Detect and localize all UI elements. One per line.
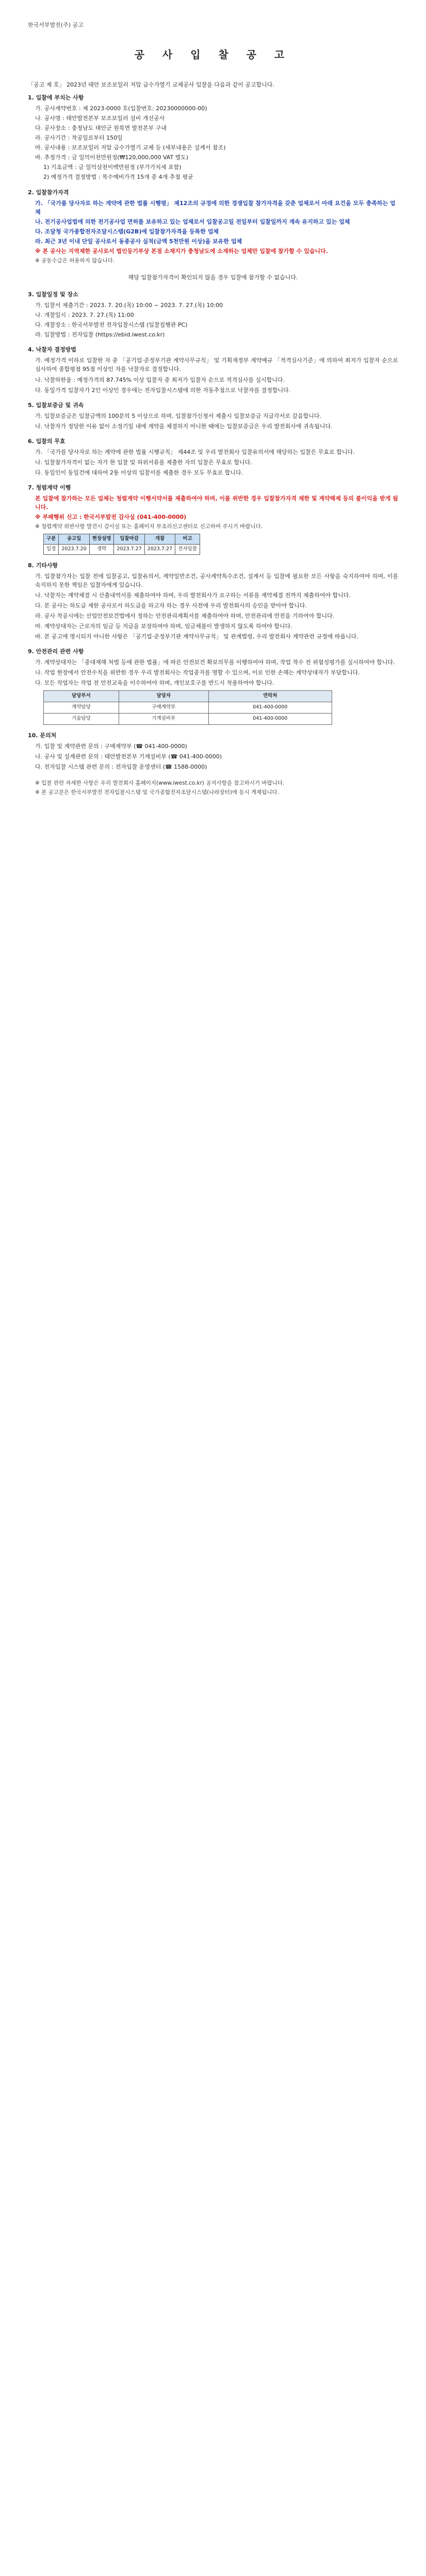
paragraph: 가. 입찰참가자는 입찰 전에 입찰공고, 입찰유의서, 계약일반조건, 공사계약특수조건, 설계서 등 입찰에 필요한 모든 사항을 숙지하여야 하며, 이를 숙지하지 못한 책임은 입찰자에게 있습니다. — [35, 572, 398, 588]
table-header: 입찰마감 — [114, 534, 144, 545]
paragraph: 다. 동일인이 동일건에 대하여 2통 이상의 입찰서를 제출한 경우 모두 무효로 합니다. — [35, 469, 243, 476]
table-cell: 2023.7.27 — [144, 545, 175, 555]
list-item: 바. 추정가격 : 금 일억이천만원정(₩120,000,000 VAT 별도) — [35, 154, 189, 161]
paragraph: 나. 낙찰자는 계약체결 시 산출내역서를 제출하여야 하며, 우리 발전회사가 요구하는 서류를 계약체결 전까지 제출하여야 합니다. — [35, 591, 351, 599]
section-6-heading: 6. 입찰의 무효 — [28, 437, 65, 445]
paragraph: 나. 낙찰자가 정당한 이유 없이 소정기일 내에 계약을 체결하지 아니한 때에는 입찰보증금은 우리 발전회사에 귀속됩니다. — [35, 422, 333, 430]
table-cell: 계약담당 — [44, 702, 119, 714]
paragraph: 다. 모든 작업자는 작업 전 안전교육을 이수하여야 하며, 개인보호구를 반드시 착용하여야 합니다. — [35, 680, 274, 687]
table-header: 개찰 — [144, 534, 175, 545]
paragraph: 마. 계약상대자는 근로자의 임금 등 지급을 보장하여야 하며, 임금체불이 발생하지 않도록 하여야 합니다. — [35, 623, 292, 630]
contact-note: ※ 입찰 관련 자세한 사항은 우리 발전회사 홈페이지(www.iwest.co.kr) 공지사항을 참고하시기 바랍니다. — [35, 779, 285, 786]
section-10 — [28, 731, 398, 797]
region-restriction-note: ※ 본 공사는 지역제한 공사로서 법인등기부상 본점 소재지가 충청남도에 소재하는 업체만 입찰에 참가할 수 있습니다. — [35, 247, 328, 255]
section-8 — [28, 561, 398, 641]
integrity-line: 본 입찰에 참가하는 모든 업체는 청렴계약 이행서약서를 제출하여야 하며, 이를 위반한 경우 입찰참가자격 제한 및 계약해제 등의 불이익을 받게 됩니다. — [35, 495, 398, 511]
table-header: 비고 — [175, 534, 200, 545]
table-header: 연락처 — [208, 691, 332, 702]
table-header: 구분 — [44, 534, 59, 545]
paragraph: 나. 낙찰하한율 : 예정가격의 87.745% 이상 입찰자 중 최저가 입찰자 순으로 적격심사를 실시합니다. — [35, 376, 285, 383]
section-2 — [28, 188, 398, 265]
section-8-heading: 8. 기타사항 — [28, 562, 58, 569]
table-cell: 구매계약부 — [119, 702, 208, 714]
table-header: 공고일 — [59, 534, 89, 545]
section-4 — [28, 345, 398, 394]
paragraph: 다. 본 공사는 하도급 제한 공사로서 하도급을 하고자 하는 경우 사전에 우리 발전회사의 승인을 받아야 합니다. — [35, 602, 307, 609]
center-note: 해당 입찰참가자격이 확인되지 않을 경우 입찰에 참가할 수 없습니다. — [128, 274, 298, 281]
list-item: 다. 공사장소 : 충청남도 태안군 원북면 발전본부 구내 — [35, 125, 167, 132]
table-cell: 041-400-0000 — [208, 713, 332, 724]
table-header-row — [44, 534, 200, 545]
table-cell: 2023.7.20 — [59, 545, 89, 555]
list-item: 마. 공사내용 : 보조보일러 저압 급수가열기 교체 등 (세부내용은 설계서 참조) — [35, 144, 226, 151]
table-cell: 생략 — [89, 545, 114, 555]
qualification-line: 나. 전기공사업법에 의한 전기공사업 면허를 보유하고 있는 업체로서 입찰공고일 전일부터 입찰일까지 계속 유지하고 있는 업체 — [35, 218, 350, 225]
paragraph: 나. 입찰참가자격이 없는 자가 한 입찰 및 허위서류를 제출한 자의 입찰은 무효로 합니다. — [35, 459, 252, 466]
integrity-note: ※ 청렴계약 위반사항 발견시 감사실 또는 홈페이지 부조리신고센터로 신고하여 주시기 바랍니다. — [35, 523, 263, 530]
schedule-item: 가. 입찰서 제출기간 : 2023. 7. 20.(목) 10:00 ~ 2023. 7. 27.(목) 10:00 — [35, 302, 223, 309]
table-cell: 일정 — [44, 545, 59, 555]
paragraph: 가. 「국가를 당사자로 하는 계약에 관한 법률 시행규칙」 제44조 및 우리 발전회사 입찰유의서에 해당하는 입찰은 무효로 합니다. — [35, 448, 355, 455]
qualification-line: 다. 조달청 국가종합전자조달시스템(G2B)에 입찰참가자격을 등록한 업체 — [35, 228, 219, 235]
section-1-heading: 1. 입찰에 부치는 사항 — [28, 94, 84, 101]
sub-item: 2) 예정가격 결정방법 : 복수예비가격 15개 중 4개 추첨 평균 — [43, 174, 193, 181]
paragraph: 바. 본 공고에 명시되지 아니한 사항은 「공기업·준정부기관 계약사무규칙」 및 관계법령, 우리 발전회사 계약관련 규정에 따릅니다. — [35, 633, 358, 640]
qualification-line: 가. 「국가를 당사자로 하는 계약에 관한 법률 시행령」 제12조의 규정에 의한 경쟁입찰 참가자격을 갖춘 업체로서 아래 요건을 모두 충족하는 업체 — [35, 199, 396, 215]
paragraph: 다. 전자입찰 시스템 관련 문의 : 전자입찰 운영센터 (☎ 1588-0000) — [35, 763, 207, 770]
contact-table — [43, 690, 332, 724]
section-2-heading: 2. 입찰참가자격 — [28, 189, 69, 196]
paragraph: 나. 공사 및 설계관련 문의 : 태안발전본부 기계설비부 (☎ 041-400-0000) — [35, 753, 222, 760]
list-item: 가. 공사계약번호 : 제 2023-0000 호(입찰번호: 20230000000-00) — [35, 105, 207, 112]
schedule-item: 다. 개찰장소 : 한국서부발전 전자입찰시스템 (입찰집행관 PC) — [35, 321, 188, 329]
table-header-row — [44, 691, 332, 702]
qualification-line: 라. 최근 3년 이내 단일 공사로서 동종공사 실적(금액 5천만원 이상)을 보유한 업체 — [35, 238, 242, 245]
table-cell: 2023.7.27 — [114, 545, 144, 555]
section-9-heading: 9. 안전관리 관련 사항 — [28, 648, 84, 655]
consortium-note: ※ 공동수급은 허용하지 않습니다. — [35, 257, 115, 264]
paragraph: 가. 예정가격 이하로 입찰한 자 중 「공기업·준정부기관 계약사무규칙」 및 기획재정부 계약예규 「적격심사기준」에 의하여 최저가 입찰자 순으로 심사하여 종합평점 95점 이상인 자를 낙찰자로 결정합니다. — [35, 357, 398, 373]
section-9 — [28, 647, 398, 724]
section-6 — [28, 437, 398, 477]
contact-note: ※ 본 공고문은 한국서부발전 전자입찰시스템 및 국가종합전자조달시스템(나라장터)에 동시 게재됩니다. — [35, 789, 280, 796]
section-5 — [28, 401, 398, 431]
list-item: 나. 공사명 : 태안발전본부 보조보일러 설비 개선공사 — [35, 115, 165, 122]
section-1 — [28, 80, 398, 181]
section-7-heading: 7. 청렴계약 이행 — [28, 484, 71, 491]
section-3-heading: 3. 입찰일정 및 장소 — [28, 291, 78, 298]
schedule-table — [43, 534, 200, 554]
section-4-heading: 4. 낙찰자 결정방법 — [28, 346, 76, 353]
schedule-item: 라. 입찰방법 : 전자입찰 (https://ebid.iwest.co.kr) — [35, 331, 165, 338]
paragraph: 나. 작업 현장에서 안전수칙을 위반한 경우 우리 발전회사는 작업중지를 명할 수 있으며, 이로 인한 손해는 계약상대자가 부담합니다. — [35, 669, 360, 676]
org-line: 한국서부발전(주) 공고 — [28, 22, 84, 28]
section-5-heading: 5. 입찰보증금 및 귀속 — [28, 401, 84, 409]
paragraph: 라. 공사 착공시에는 산업안전보건법에서 정하는 안전관리계획서를 제출하여야 하며, 안전관리에 만전을 기하여야 합니다. — [35, 613, 335, 620]
paragraph: 가. 계약상대자는 「중대재해 처벌 등에 관한 법률」에 따른 안전보건 확보의무를 이행하여야 하며, 작업 착수 전 위험성평가를 실시하여야 합니다. — [35, 659, 395, 666]
schedule-item: 나. 개찰일시 : 2023. 7. 27.(목) 11:00 — [35, 312, 134, 319]
paragraph: 다. 동일가격 입찰자가 2인 이상인 경우에는 전자입찰시스템에 의한 자동추첨으로 낙찰자를 결정합니다. — [35, 386, 291, 394]
page-title: 공 사 입 찰 공 고 — [134, 48, 292, 61]
list-item: 라. 공사기간 : 착공일로부터 150일 — [35, 134, 123, 142]
intro-text: 「공고 제 호」 2023년 태안 보조보일러 저압 급수가열기 교체공사 입찰을 다음과 같이 공고합니다. — [28, 81, 274, 89]
integrity-line: ※ 부패행위 신고 : 한국서부발전 감사실 (041-400-0000) — [35, 514, 187, 521]
table-cell: 기술담당 — [44, 713, 119, 724]
paragraph: 가. 입찰보증금은 입찰금액의 100분의 5 이상으로 하며, 입찰참가신청서 제출시 입찰보증금 지급각서로 갈음합니다. — [35, 412, 322, 419]
table-row — [44, 545, 200, 555]
table-row — [44, 713, 332, 724]
table-cell: 041-400-0000 — [208, 702, 332, 714]
sub-item: 1) 기초금액 : 금 일억삼천이백만원정 (부가가치세 포함) — [43, 164, 182, 171]
table-cell: 전자입찰 — [175, 545, 200, 555]
paragraph: 가. 입찰 및 계약관련 문의 : 구매계약부 (☎ 041-400-0000) — [35, 742, 187, 750]
table-header: 담당자 — [119, 691, 208, 702]
section-10-heading: 10. 문의처 — [28, 732, 57, 739]
table-row — [44, 702, 332, 714]
table-cell: 기계설비부 — [119, 713, 208, 724]
section-7 — [28, 483, 398, 555]
section-3 — [28, 290, 398, 339]
table-header: 현장설명 — [89, 534, 114, 545]
table-header: 담당부서 — [44, 691, 119, 702]
